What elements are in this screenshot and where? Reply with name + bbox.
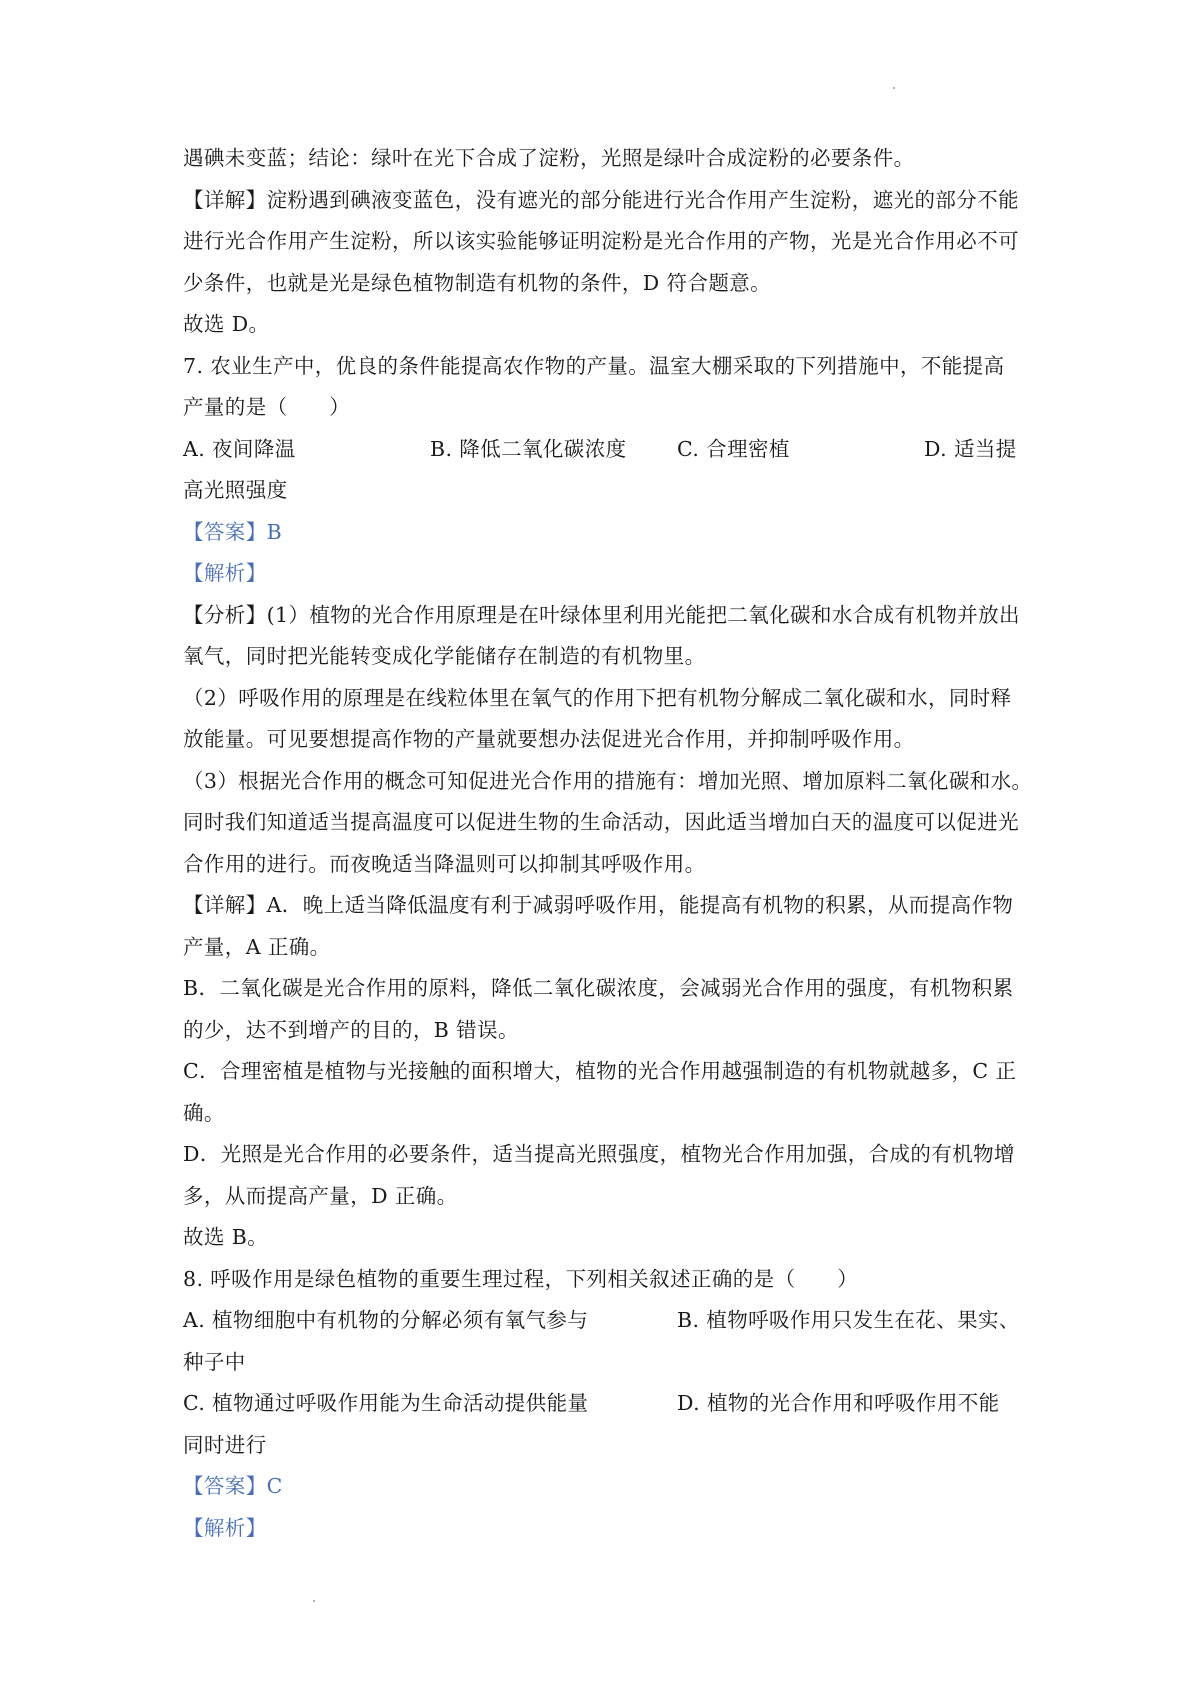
q8-option-d: D. 植物的光合作用和呼吸作用不能 <box>677 1391 1000 1415</box>
analysis-label: 【解析】 <box>183 561 267 585</box>
text-line: 氧气，同时把光能转变成化学能储存在制造的有机物里。 <box>183 644 706 668</box>
q7-option-b: B. 降低二氧化碳浓度 <box>430 436 627 461</box>
answer-label: 【答案】C <box>183 1474 283 1498</box>
text-line: （3）根据光合作用的概念可知促进光合作用的措施有：增加光照、增加原料二氧化碳和水。 <box>183 768 1033 793</box>
text-line: 进行光合作用产生淀粉，所以该实验能够证明淀粉是光合作用的产物，光是光合作用必不可 <box>183 229 1019 253</box>
text-line: 少条件，也就是光是绿色植物制造有机物的条件，D 符合题意。 <box>183 270 772 295</box>
q8-option-b-cont: 种子中 <box>183 1349 246 1374</box>
text-line: 遇碘未变蓝；结论：绿叶在光下合成了淀粉，光照是绿叶合成淀粉的必要条件。 <box>183 146 915 170</box>
question-7-stem: 7. 农业生产中，优良的条件能提高农作物的产量。温室大棚采取的下列措施中，不能提高 <box>183 353 1005 378</box>
q8-option-d-cont: 同时进行 <box>183 1432 267 1457</box>
answer-label: 【答案】B <box>183 519 283 544</box>
text-line: 【分析】(1）植物的光合作用原理是在叶绿体里利用光能把二氧化碳和水合成有机物并放出 <box>183 602 1020 627</box>
q7-option-a: A. 夜间降温 <box>183 436 296 461</box>
question-7-options <box>183 429 1028 471</box>
text-line: （2）呼吸作用的原理是在线粒体里在氧气的作用下把有机物分解成二氧化碳和水，同时释 <box>183 685 1012 710</box>
text-line: B．二氧化碳是光合作用的原料，降低二氧化碳浓度，会减弱光合作用的强度，有机物积累 <box>183 976 1014 1000</box>
scan-dot-top <box>893 87 895 89</box>
q8-option-a: A. 植物细胞中有机物的分解必须有氧气参与 <box>183 1308 589 1332</box>
text-line: 确。 <box>183 1100 225 1125</box>
text-line: D．光照是光合作用的必要条件，适当提高光照强度，植物光合作用加强，合成的有机物增 <box>183 1142 1015 1166</box>
text-line: 【详解】A．晚上适当降低温度有利于减弱呼吸作用，能提高有机物的积累，从而提高作物 <box>183 893 1014 917</box>
question-8-options-row1 <box>183 1300 1028 1342</box>
scan-dot-bottom <box>313 1600 315 1602</box>
q8-option-b: B. 植物呼吸作用只发生在花、果实、 <box>677 1308 1020 1332</box>
analysis-label: 【解析】 <box>183 1515 267 1540</box>
q7-option-d-cont: 高光照强度 <box>183 478 288 502</box>
text-line: 合作用的进行。而夜晚适当降温则可以抑制其呼吸作用。 <box>183 851 706 876</box>
text-line: 同时我们知道适当提高温度可以促进生物的生命活动，因此适当增加白天的温度可以促进光 <box>183 810 1019 834</box>
question-8-stem: 8. 呼吸作用是绿色植物的重要生理过程，下列相关叙述正确的是（ ） <box>183 1266 859 1291</box>
text-line: 放能量。可见要想提高作物的产量就要想办法促进光合作用，并抑制呼吸作用。 <box>183 727 915 751</box>
document-page <box>183 138 1033 1549</box>
q8-option-c: C. 植物通过呼吸作用能为生命活动提供能量 <box>183 1391 589 1415</box>
text-line: 的少，达不到增产的目的，B 错误。 <box>183 1017 519 1042</box>
text-line: 故选 D。 <box>183 312 270 336</box>
q7-option-d: D. 适当提 <box>924 436 1017 461</box>
question-8-options-row2 <box>183 1383 1028 1425</box>
text-line: 多，从而提高产量，D 正确。 <box>183 1183 458 1208</box>
text-line: C．合理密植是植物与光接触的面积增大，植物的光合作用越强制造的有机物就越多，C 正 <box>183 1059 1017 1083</box>
text-line: 产量，A 正确。 <box>183 934 331 959</box>
text-line: 【详解】淀粉遇到碘液变蓝色，没有遮光的部分能进行光合作用产生淀粉，遮光的部分不能 <box>183 187 1019 212</box>
q7-option-c: C. 合理密植 <box>677 436 790 461</box>
question-7-stem-cont: 产量的是（ ） <box>183 395 351 419</box>
text-line: 故选 B。 <box>183 1225 269 1249</box>
